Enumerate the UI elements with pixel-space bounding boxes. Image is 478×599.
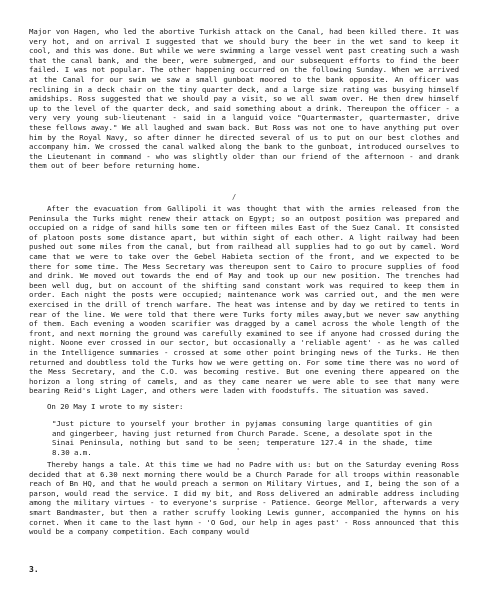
paragraph-2: After the evacuation from Gallipoli it was thought that with the armies released from the Peninsula the Turks might renew their attack on Egypt; so an outpost position was prepared and occupied on a ridge of sand hills some ten or fifteen miles East of the Suez Canal. It consisted of platoon posts some distance apart, but within sight of each other. A light railway had been pushed out some miles from the canal, but from railhead all supplies had to go out by camel. Word came that we were to take over the Gebel Habieta section of the front, and we expected to be there for some time. The Mess Secretary was thereupon sent to Cairo to procure supplies of food and drink. We moved out towards the end of May and took up our new position. The trenches had been well dug, but on account of the shifting sand constant work was required to keep them in order. Each night the posts were occupied; maintenance work was carried out, and the men were exercised in the drill of trench warfare. The heat was intense and by day we retired to tents in rear of the line. We were told that there were Turks forty miles away,but we never saw anything of them. Each evening a wooden scarifier was dragged by a camel across the whole length of the front, and next morning the ground was carefully examined to see if anyone had crossed during the night. Noone ever crossed in our sector, but occasionally a 'reliable agent' - as he was called in the Intelligence summaries - crossed at some other point bringing news of the Turks. He then returned and doubtless told the Turks how we were getting on. For some time there was no word of the Mess Secretary, and the C.O. was becoming restive. But one evening there appeared on the horizon a long string of camels, and as they came nearer we were able to see that many were bearing Reid's Light Lager, and others were laden with foodstuffs. The situation was saved. [29, 204, 459, 396]
quoted-letter: "Just picture to yourself your brother in pyjamas consuming large quantities of gin and gingerbeer, having just returned from Church Parade. Scene, a desolate spot in the Sinai Peninsula, nothing but sand to be seen; temperature 127.4 in the shade, time 8.30 a.m. [52, 419, 432, 457]
page-number: 3. [29, 565, 39, 574]
paragraph-1: Major von Hagen, who led the abortive Turkish attack on the Canal, had been killed there. It was very hot, and on arrival I suggested that we should bury the beer in the wet sand to keep it cool, and this was done. But while we were swimming a large vessel went past creating such a wash that the canal bank, and the beer, were submerged, and our subsequent efforts to find the beer failed. I was not popular. The other happening occurred on the following Sunday. When we arrived at the Canal for our swim we saw a small gunboat moored to the bank opposite. An officer was reclining in a deck chair on the tiny quarter deck, and a large size rating was busying himself amidships. Ross suggested that we should pay a visit, so we all swam over. He then drew himself up to the level of the quarter deck, and said something about a drink. Thereupon the officer - a very very young sub-lieutenant - said in a languid voice "Quartermaster, quartermaster, drive these fellows away." We all laughed and swam back. But Ross was not one to have anything put over him by the Royal Navy, so after dinner he directed several of us to put on our best clothes and accompany him. We crossed the canal walked along the bank to the gunboat, introduced ourselves to the Lieutenant in command - who was slightly older than our friend of the afternoon - and drank them out of beer before returning home. [29, 27, 459, 171]
paragraph-3: On 20 May I wrote to my sister: [47, 402, 184, 411]
pen-mark: / [232, 193, 237, 201]
pen-mark-2: ' [236, 447, 241, 455]
paragraph-5: Thereby hangs a tale. At this time we had no Padre with us: but on the Saturday evening Ross decided that at 6.30 next morning there would be a Church Parade for all troops within reasonable reach of Bn HQ, and that he would preach a sermon on Military Virtues, and I, being the son of a parson, would read the service. I did my bit, and Ross delivered an admirable address including among the military virtues - to everyone's surprise - Patience. George Mellor, afterwards a very smart Bandmaster, but then a rather scruffy looking Lewis gunner, accompanied the hymns on his cornet. When it came to the last hymn - 'O God, our help in ages past' - Ross announced that this would be a company competition. Each company would [29, 460, 459, 537]
